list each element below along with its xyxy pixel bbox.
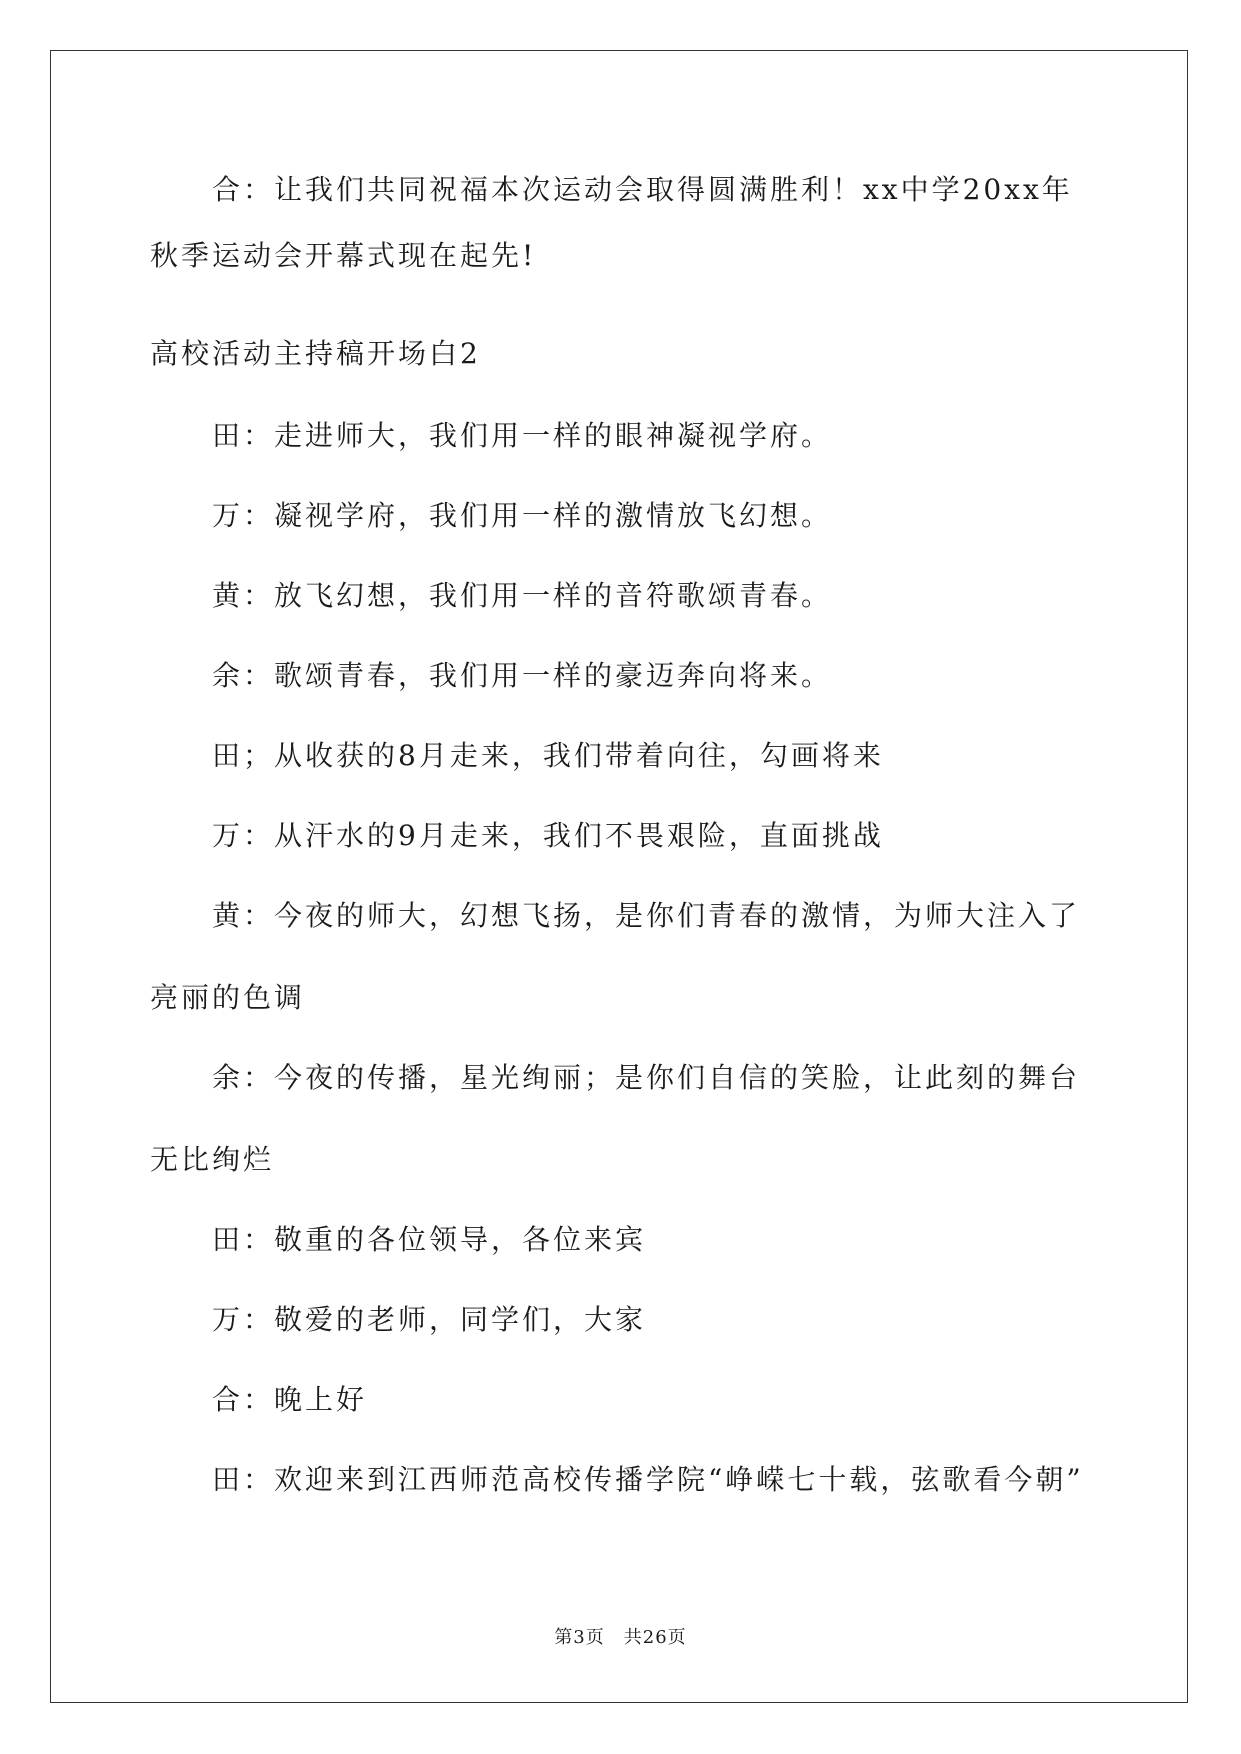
paragraph-line: 田：欢迎来到江西师范高校传播学院“峥嵘七十载，弦歌看今朝” (212, 1463, 1084, 1496)
page-number-footer: 第3页 共26页 (554, 1627, 687, 1648)
paragraph-line: 田：走进师大，我们用一样的眼神凝视学府。 (212, 419, 833, 452)
paragraph-line: 万：凝视学府，我们用一样的激情放飞幻想。 (212, 499, 833, 532)
paragraph-line: 万：敬爱的老师，同学们，大家 (212, 1303, 647, 1336)
paragraph-line: 无比绚烂 (150, 1143, 275, 1176)
paragraph-line: 亮丽的色调 (150, 981, 306, 1014)
paragraph-line: 合：晚上好 (212, 1383, 368, 1416)
paragraph-line: 万：从汗水的9月走来，我们不畏艰险，直面挑战 (212, 819, 884, 852)
paragraph-line: 黄：今夜的师大，幻想飞扬，是你们青春的激情，为师大注入了 (212, 899, 1081, 932)
paragraph-line: 秋季运动会开幕式现在起先! (150, 239, 537, 272)
paragraph-line: 合：让我们共同祝福本次运动会取得圆满胜利！xx中学20xx年 (212, 173, 1073, 206)
paragraph-line: 田；从收获的8月走来，我们带着向往，勾画将来 (212, 739, 884, 772)
page-border (50, 50, 1188, 1703)
section-heading: 高校活动主持稿开场白2 (150, 337, 481, 370)
paragraph-line: 余：歌颂青春，我们用一样的豪迈奔向将来。 (212, 659, 833, 692)
paragraph-line: 黄：放飞幻想，我们用一样的音符歌颂青春。 (212, 579, 833, 612)
paragraph-line: 余：今夜的传播，星光绚丽；是你们自信的笑脸，让此刻的舞台 (212, 1061, 1081, 1094)
paragraph-line: 田：敬重的各位领导，各位来宾 (212, 1223, 647, 1256)
